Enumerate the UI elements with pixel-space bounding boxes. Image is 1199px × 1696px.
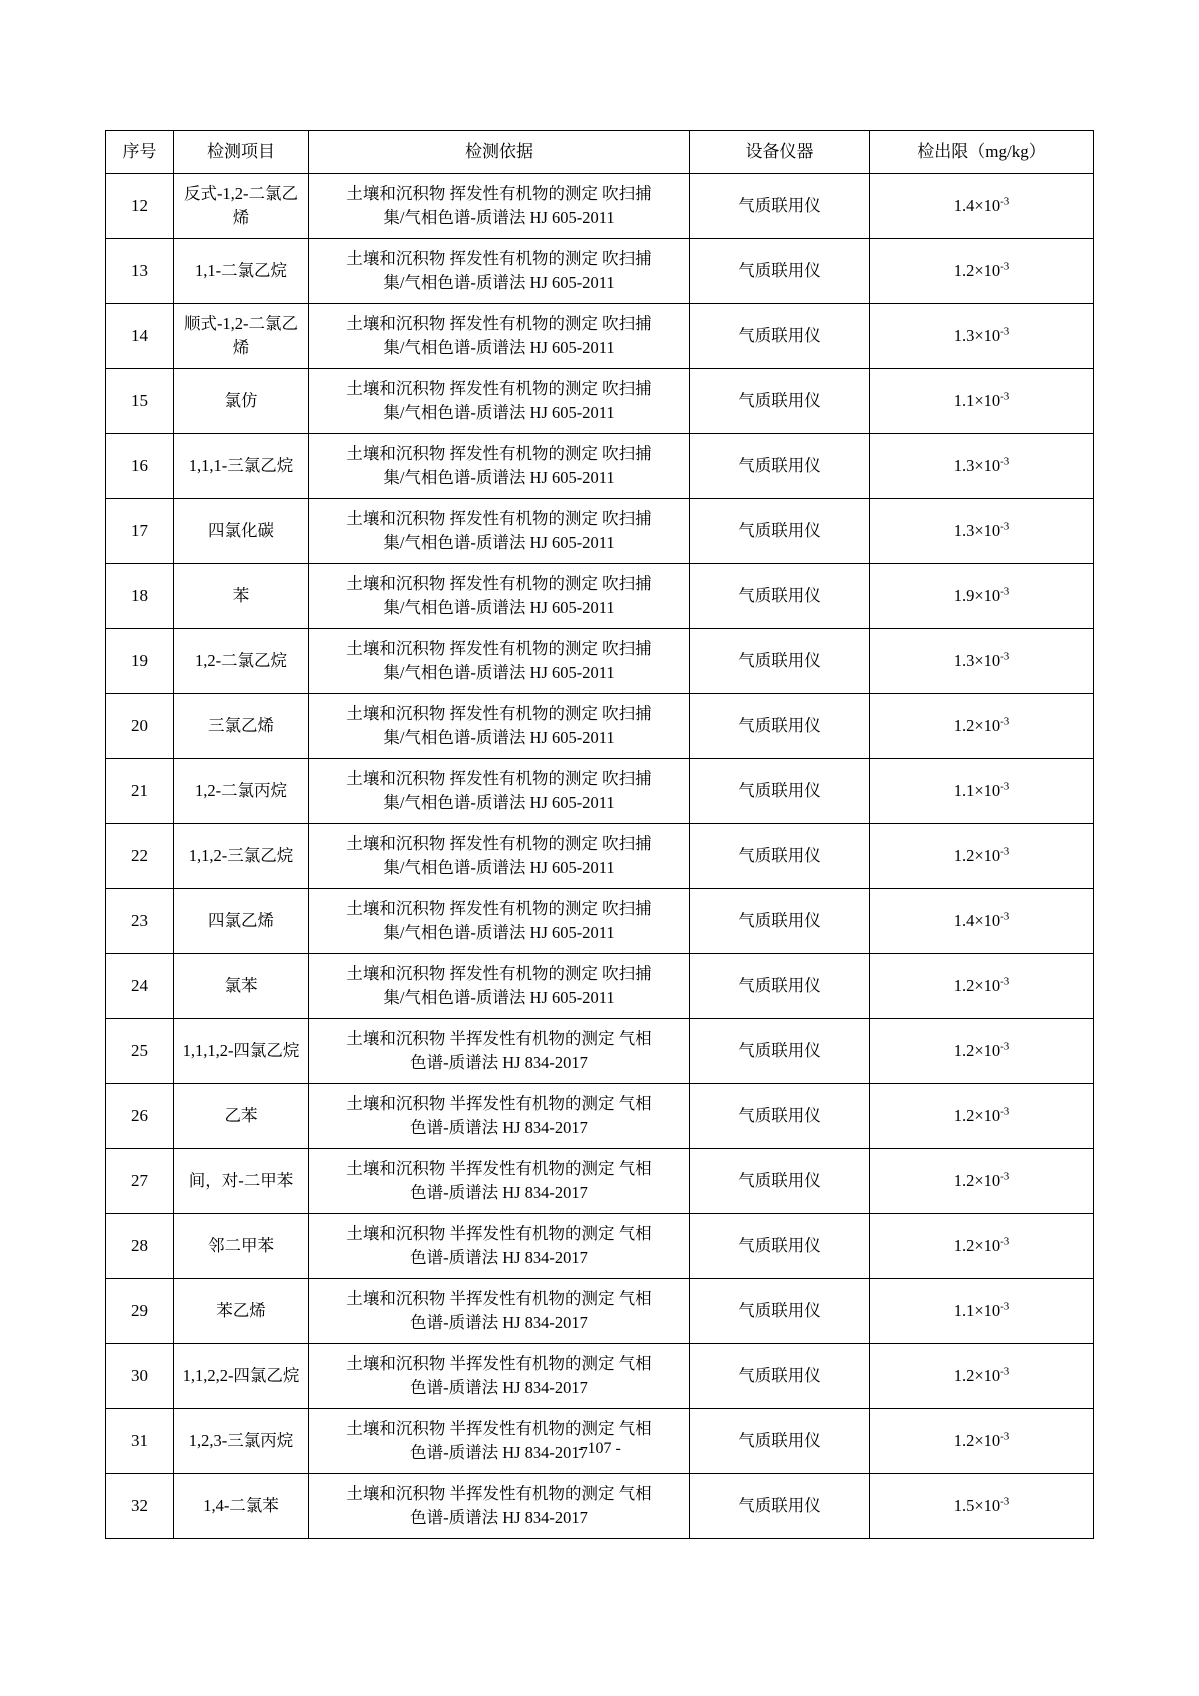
table-row <box>106 629 1094 694</box>
limit-mantissa: 1.1×10 <box>953 781 1001 801</box>
cell-detection-item: 1,1,2-三氯乙烷 <box>174 824 309 889</box>
cell-detection-limit <box>870 889 1094 954</box>
limit-exponent: -3 <box>1000 910 1010 923</box>
cell-equipment: 气质联用仪 <box>690 954 870 1019</box>
cell-detection-basis <box>309 889 690 954</box>
basis-line-1: 土壤和沉积物 挥发性有机物的测定 吹扫捕 <box>346 314 652 334</box>
limit-mantissa: 1.3×10 <box>953 651 1001 671</box>
basis-line-1: 土壤和沉积物 挥发性有机物的测定 吹扫捕 <box>346 184 652 204</box>
cell-index: 12 <box>106 174 174 239</box>
cell-index: 22 <box>106 824 174 889</box>
cell-detection-item: 1,2-二氯丙烷 <box>174 759 309 824</box>
cell-detection-limit <box>870 1084 1094 1149</box>
table-row <box>106 564 1094 629</box>
basis-line-1: 土壤和沉积物 半挥发性有机物的测定 气相 <box>346 1224 652 1244</box>
basis-line-2: 集/气相色谱-质谱法 HJ 605-2011 <box>383 598 615 617</box>
column-header-equipment: 设备仪器 <box>690 131 870 174</box>
cell-detection-item: 顺式-1,2-二氯乙烯 <box>174 304 309 369</box>
cell-detection-basis <box>309 564 690 629</box>
cell-index: 27 <box>106 1149 174 1214</box>
cell-detection-basis <box>309 629 690 694</box>
table-row <box>106 824 1094 889</box>
cell-equipment: 气质联用仪 <box>690 239 870 304</box>
cell-detection-item: 1,1,2,2-四氯乙烷 <box>174 1344 309 1409</box>
cell-detection-item: 苯 <box>174 564 309 629</box>
basis-line-2: 色谱-质谱法 HJ 834-2017 <box>410 1508 588 1527</box>
page-number: - 107 - <box>578 1440 621 1457</box>
limit-exponent: -3 <box>1000 780 1010 793</box>
cell-equipment: 气质联用仪 <box>690 499 870 564</box>
cell-equipment: 气质联用仪 <box>690 1409 870 1474</box>
cell-equipment: 气质联用仪 <box>690 759 870 824</box>
limit-mantissa: 1.1×10 <box>953 391 1001 411</box>
basis-line-1: 土壤和沉积物 挥发性有机物的测定 吹扫捕 <box>346 379 652 399</box>
cell-detection-limit <box>870 1474 1094 1539</box>
cell-detection-limit <box>870 239 1094 304</box>
cell-detection-item: 1,1,1,2-四氯乙烷 <box>174 1019 309 1084</box>
cell-detection-basis <box>309 1279 690 1344</box>
cell-equipment: 气质联用仪 <box>690 889 870 954</box>
table-row <box>106 889 1094 954</box>
limit-mantissa: 1.5×10 <box>953 1496 1001 1516</box>
limit-exponent: -3 <box>1000 650 1010 663</box>
cell-equipment: 气质联用仪 <box>690 1084 870 1149</box>
basis-line-1: 土壤和沉积物 半挥发性有机物的测定 气相 <box>346 1029 652 1049</box>
detection-methods-table <box>105 130 1094 1539</box>
cell-index: 24 <box>106 954 174 1019</box>
cell-detection-basis <box>309 174 690 239</box>
table-row <box>106 954 1094 1019</box>
limit-exponent: -3 <box>1000 1430 1010 1443</box>
cell-index: 19 <box>106 629 174 694</box>
cell-detection-limit <box>870 499 1094 564</box>
basis-line-1: 土壤和沉积物 挥发性有机物的测定 吹扫捕 <box>346 249 652 269</box>
basis-line-2: 色谱-质谱法 HJ 834-2017 <box>410 1183 588 1202</box>
basis-line-1: 土壤和沉积物 半挥发性有机物的测定 气相 <box>346 1159 652 1179</box>
cell-equipment: 气质联用仪 <box>690 1344 870 1409</box>
basis-line-1: 土壤和沉积物 挥发性有机物的测定 吹扫捕 <box>346 899 652 919</box>
cell-detection-item: 1,2-二氯乙烷 <box>174 629 309 694</box>
cell-detection-item: 氯苯 <box>174 954 309 1019</box>
cell-detection-limit <box>870 1019 1094 1084</box>
basis-line-2: 集/气相色谱-质谱法 HJ 605-2011 <box>383 858 615 877</box>
basis-line-1: 土壤和沉积物 挥发性有机物的测定 吹扫捕 <box>346 639 652 659</box>
column-header-basis: 检测依据 <box>309 131 690 174</box>
basis-line-2: 集/气相色谱-质谱法 HJ 605-2011 <box>383 208 615 227</box>
table-body <box>106 174 1094 1539</box>
table-row <box>106 1084 1094 1149</box>
table-row <box>106 1149 1094 1214</box>
cell-equipment: 气质联用仪 <box>690 824 870 889</box>
cell-detection-limit <box>870 174 1094 239</box>
page-footer <box>0 1440 1199 1458</box>
cell-detection-basis <box>309 434 690 499</box>
cell-detection-basis <box>309 824 690 889</box>
limit-exponent: -3 <box>1000 715 1010 728</box>
limit-exponent: -3 <box>1000 260 1010 273</box>
basis-line-1: 土壤和沉积物 半挥发性有机物的测定 气相 <box>346 1484 652 1504</box>
column-header-index: 序号 <box>106 131 174 174</box>
basis-line-1: 土壤和沉积物 半挥发性有机物的测定 气相 <box>346 1289 652 1309</box>
limit-mantissa: 1.4×10 <box>953 196 1001 216</box>
cell-detection-basis <box>309 954 690 1019</box>
cell-index: 26 <box>106 1084 174 1149</box>
limit-mantissa: 1.4×10 <box>953 911 1001 931</box>
basis-line-2: 集/气相色谱-质谱法 HJ 605-2011 <box>383 403 615 422</box>
cell-equipment: 气质联用仪 <box>690 1474 870 1539</box>
limit-exponent: -3 <box>1000 975 1010 988</box>
cell-index: 28 <box>106 1214 174 1279</box>
cell-detection-item: 苯乙烯 <box>174 1279 309 1344</box>
limit-exponent: -3 <box>1000 1495 1010 1508</box>
limit-mantissa: 1.2×10 <box>953 1236 1001 1256</box>
cell-detection-basis <box>309 369 690 434</box>
cell-equipment: 气质联用仪 <box>690 369 870 434</box>
cell-equipment: 气质联用仪 <box>690 694 870 759</box>
limit-exponent: -3 <box>1000 845 1010 858</box>
limit-mantissa: 1.2×10 <box>953 976 1001 996</box>
limit-mantissa: 1.2×10 <box>953 1041 1001 1061</box>
cell-detection-limit <box>870 1214 1094 1279</box>
table-row <box>106 434 1094 499</box>
limit-exponent: -3 <box>1000 585 1010 598</box>
cell-detection-limit <box>870 369 1094 434</box>
basis-line-2: 集/气相色谱-质谱法 HJ 605-2011 <box>383 468 615 487</box>
cell-detection-limit <box>870 824 1094 889</box>
cell-detection-basis <box>309 499 690 564</box>
cell-detection-item: 1,2,3-三氯丙烷 <box>174 1409 309 1474</box>
basis-line-1: 土壤和沉积物 挥发性有机物的测定 吹扫捕 <box>346 964 652 984</box>
cell-detection-basis <box>309 304 690 369</box>
cell-detection-basis <box>309 1214 690 1279</box>
limit-exponent: -3 <box>1000 1170 1010 1183</box>
limit-exponent: -3 <box>1000 1235 1010 1248</box>
limit-mantissa: 1.2×10 <box>953 261 1001 281</box>
limit-exponent: -3 <box>1000 1365 1010 1378</box>
cell-detection-basis <box>309 1019 690 1084</box>
cell-index: 14 <box>106 304 174 369</box>
cell-equipment: 气质联用仪 <box>690 174 870 239</box>
limit-exponent: -3 <box>1000 520 1010 533</box>
cell-index: 32 <box>106 1474 174 1539</box>
basis-line-2: 色谱-质谱法 HJ 834-2017 <box>410 1118 588 1137</box>
cell-detection-item: 反式-1,2-二氯乙烯 <box>174 174 309 239</box>
cell-detection-item: 三氯乙烯 <box>174 694 309 759</box>
limit-exponent: -3 <box>1000 455 1010 468</box>
table-row <box>106 239 1094 304</box>
cell-index: 30 <box>106 1344 174 1409</box>
table-row <box>106 1279 1094 1344</box>
limit-mantissa: 1.2×10 <box>953 1431 1001 1451</box>
basis-line-1: 土壤和沉积物 挥发性有机物的测定 吹扫捕 <box>346 704 652 724</box>
cell-detection-basis <box>309 239 690 304</box>
cell-detection-limit <box>870 1344 1094 1409</box>
cell-detection-item: 1,1-二氯乙烷 <box>174 239 309 304</box>
cell-detection-item: 氯仿 <box>174 369 309 434</box>
cell-index: 29 <box>106 1279 174 1344</box>
column-header-item: 检测项目 <box>174 131 309 174</box>
basis-line-2: 色谱-质谱法 HJ 834-2017 <box>410 1378 588 1397</box>
cell-detection-basis <box>309 1149 690 1214</box>
column-header-limit: 检出限（mg/kg） <box>870 131 1094 174</box>
table-row <box>106 1214 1094 1279</box>
basis-line-2: 色谱-质谱法 HJ 834-2017 <box>410 1248 588 1267</box>
cell-index: 15 <box>106 369 174 434</box>
cell-detection-item: 乙苯 <box>174 1084 309 1149</box>
cell-index: 25 <box>106 1019 174 1084</box>
cell-equipment: 气质联用仪 <box>690 1279 870 1344</box>
limit-mantissa: 1.3×10 <box>953 326 1001 346</box>
cell-detection-basis <box>309 1344 690 1409</box>
cell-detection-basis <box>309 759 690 824</box>
limit-mantissa: 1.3×10 <box>953 521 1001 541</box>
limit-mantissa: 1.1×10 <box>953 1301 1001 1321</box>
cell-index: 20 <box>106 694 174 759</box>
limit-exponent: -3 <box>1000 1040 1010 1053</box>
basis-line-2: 集/气相色谱-质谱法 HJ 605-2011 <box>383 793 615 812</box>
cell-equipment: 气质联用仪 <box>690 1019 870 1084</box>
basis-line-2: 色谱-质谱法 HJ 834-2017 <box>410 1053 588 1072</box>
limit-exponent: -3 <box>1000 325 1010 338</box>
cell-detection-limit <box>870 954 1094 1019</box>
cell-detection-limit <box>870 564 1094 629</box>
limit-mantissa: 1.2×10 <box>953 1171 1001 1191</box>
basis-line-1: 土壤和沉积物 半挥发性有机物的测定 气相 <box>346 1354 652 1374</box>
table-row <box>106 369 1094 434</box>
basis-line-2: 集/气相色谱-质谱法 HJ 605-2011 <box>383 923 615 942</box>
basis-line-1: 土壤和沉积物 半挥发性有机物的测定 气相 <box>346 1094 652 1114</box>
basis-line-2: 色谱-质谱法 HJ 834-2017 <box>410 1443 588 1462</box>
table-row <box>106 1344 1094 1409</box>
cell-equipment: 气质联用仪 <box>690 1214 870 1279</box>
table-row <box>106 694 1094 759</box>
cell-detection-limit <box>870 759 1094 824</box>
cell-equipment: 气质联用仪 <box>690 1149 870 1214</box>
basis-line-1: 土壤和沉积物 半挥发性有机物的测定 气相 <box>346 1419 652 1439</box>
limit-mantissa: 1.2×10 <box>953 846 1001 866</box>
limit-mantissa: 1.2×10 <box>953 716 1001 736</box>
cell-detection-limit <box>870 1279 1094 1344</box>
cell-detection-basis <box>309 1474 690 1539</box>
cell-equipment: 气质联用仪 <box>690 629 870 694</box>
table-row <box>106 499 1094 564</box>
cell-detection-limit <box>870 629 1094 694</box>
basis-line-2: 集/气相色谱-质谱法 HJ 605-2011 <box>383 533 615 552</box>
limit-exponent: -3 <box>1000 1105 1010 1118</box>
limit-exponent: -3 <box>1000 195 1010 208</box>
basis-line-2: 集/气相色谱-质谱法 HJ 605-2011 <box>383 728 615 747</box>
basis-line-1: 土壤和沉积物 挥发性有机物的测定 吹扫捕 <box>346 574 652 594</box>
table-header-row <box>106 131 1094 174</box>
cell-detection-item: 1,4-二氯苯 <box>174 1474 309 1539</box>
basis-line-2: 集/气相色谱-质谱法 HJ 605-2011 <box>383 988 615 1007</box>
limit-mantissa: 1.9×10 <box>953 586 1001 606</box>
table-header <box>106 131 1094 174</box>
cell-index: 17 <box>106 499 174 564</box>
cell-index: 16 <box>106 434 174 499</box>
cell-detection-item: 1,1,1-三氯乙烷 <box>174 434 309 499</box>
cell-index: 13 <box>106 239 174 304</box>
cell-detection-item: 间，对-二甲苯 <box>174 1149 309 1214</box>
cell-detection-item: 四氯乙烯 <box>174 889 309 954</box>
detection-table-container <box>105 130 1093 1539</box>
basis-line-1: 土壤和沉积物 挥发性有机物的测定 吹扫捕 <box>346 834 652 854</box>
cell-detection-basis <box>309 694 690 759</box>
table-row <box>106 174 1094 239</box>
limit-mantissa: 1.2×10 <box>953 1366 1001 1386</box>
table-row <box>106 1474 1094 1539</box>
cell-index: 23 <box>106 889 174 954</box>
cell-detection-basis <box>309 1084 690 1149</box>
cell-equipment: 气质联用仪 <box>690 304 870 369</box>
cell-detection-limit <box>870 1149 1094 1214</box>
cell-detection-item: 邻二甲苯 <box>174 1214 309 1279</box>
basis-line-1: 土壤和沉积物 挥发性有机物的测定 吹扫捕 <box>346 444 652 464</box>
cell-equipment: 气质联用仪 <box>690 564 870 629</box>
cell-detection-limit <box>870 434 1094 499</box>
basis-line-2: 集/气相色谱-质谱法 HJ 605-2011 <box>383 273 615 292</box>
basis-line-1: 土壤和沉积物 挥发性有机物的测定 吹扫捕 <box>346 769 652 789</box>
limit-exponent: -3 <box>1000 1300 1010 1313</box>
cell-index: 21 <box>106 759 174 824</box>
cell-detection-limit <box>870 694 1094 759</box>
limit-mantissa: 1.3×10 <box>953 456 1001 476</box>
cell-equipment: 气质联用仪 <box>690 434 870 499</box>
table-row <box>106 759 1094 824</box>
cell-detection-item: 四氯化碳 <box>174 499 309 564</box>
limit-mantissa: 1.2×10 <box>953 1106 1001 1126</box>
cell-index: 18 <box>106 564 174 629</box>
basis-line-2: 色谱-质谱法 HJ 834-2017 <box>410 1313 588 1332</box>
basis-line-2: 集/气相色谱-质谱法 HJ 605-2011 <box>383 663 615 682</box>
cell-index: 31 <box>106 1409 174 1474</box>
table-row <box>106 304 1094 369</box>
limit-exponent: -3 <box>1000 390 1010 403</box>
basis-line-2: 集/气相色谱-质谱法 HJ 605-2011 <box>383 338 615 357</box>
cell-detection-limit <box>870 304 1094 369</box>
table-row <box>106 1019 1094 1084</box>
basis-line-1: 土壤和沉积物 挥发性有机物的测定 吹扫捕 <box>346 509 652 529</box>
